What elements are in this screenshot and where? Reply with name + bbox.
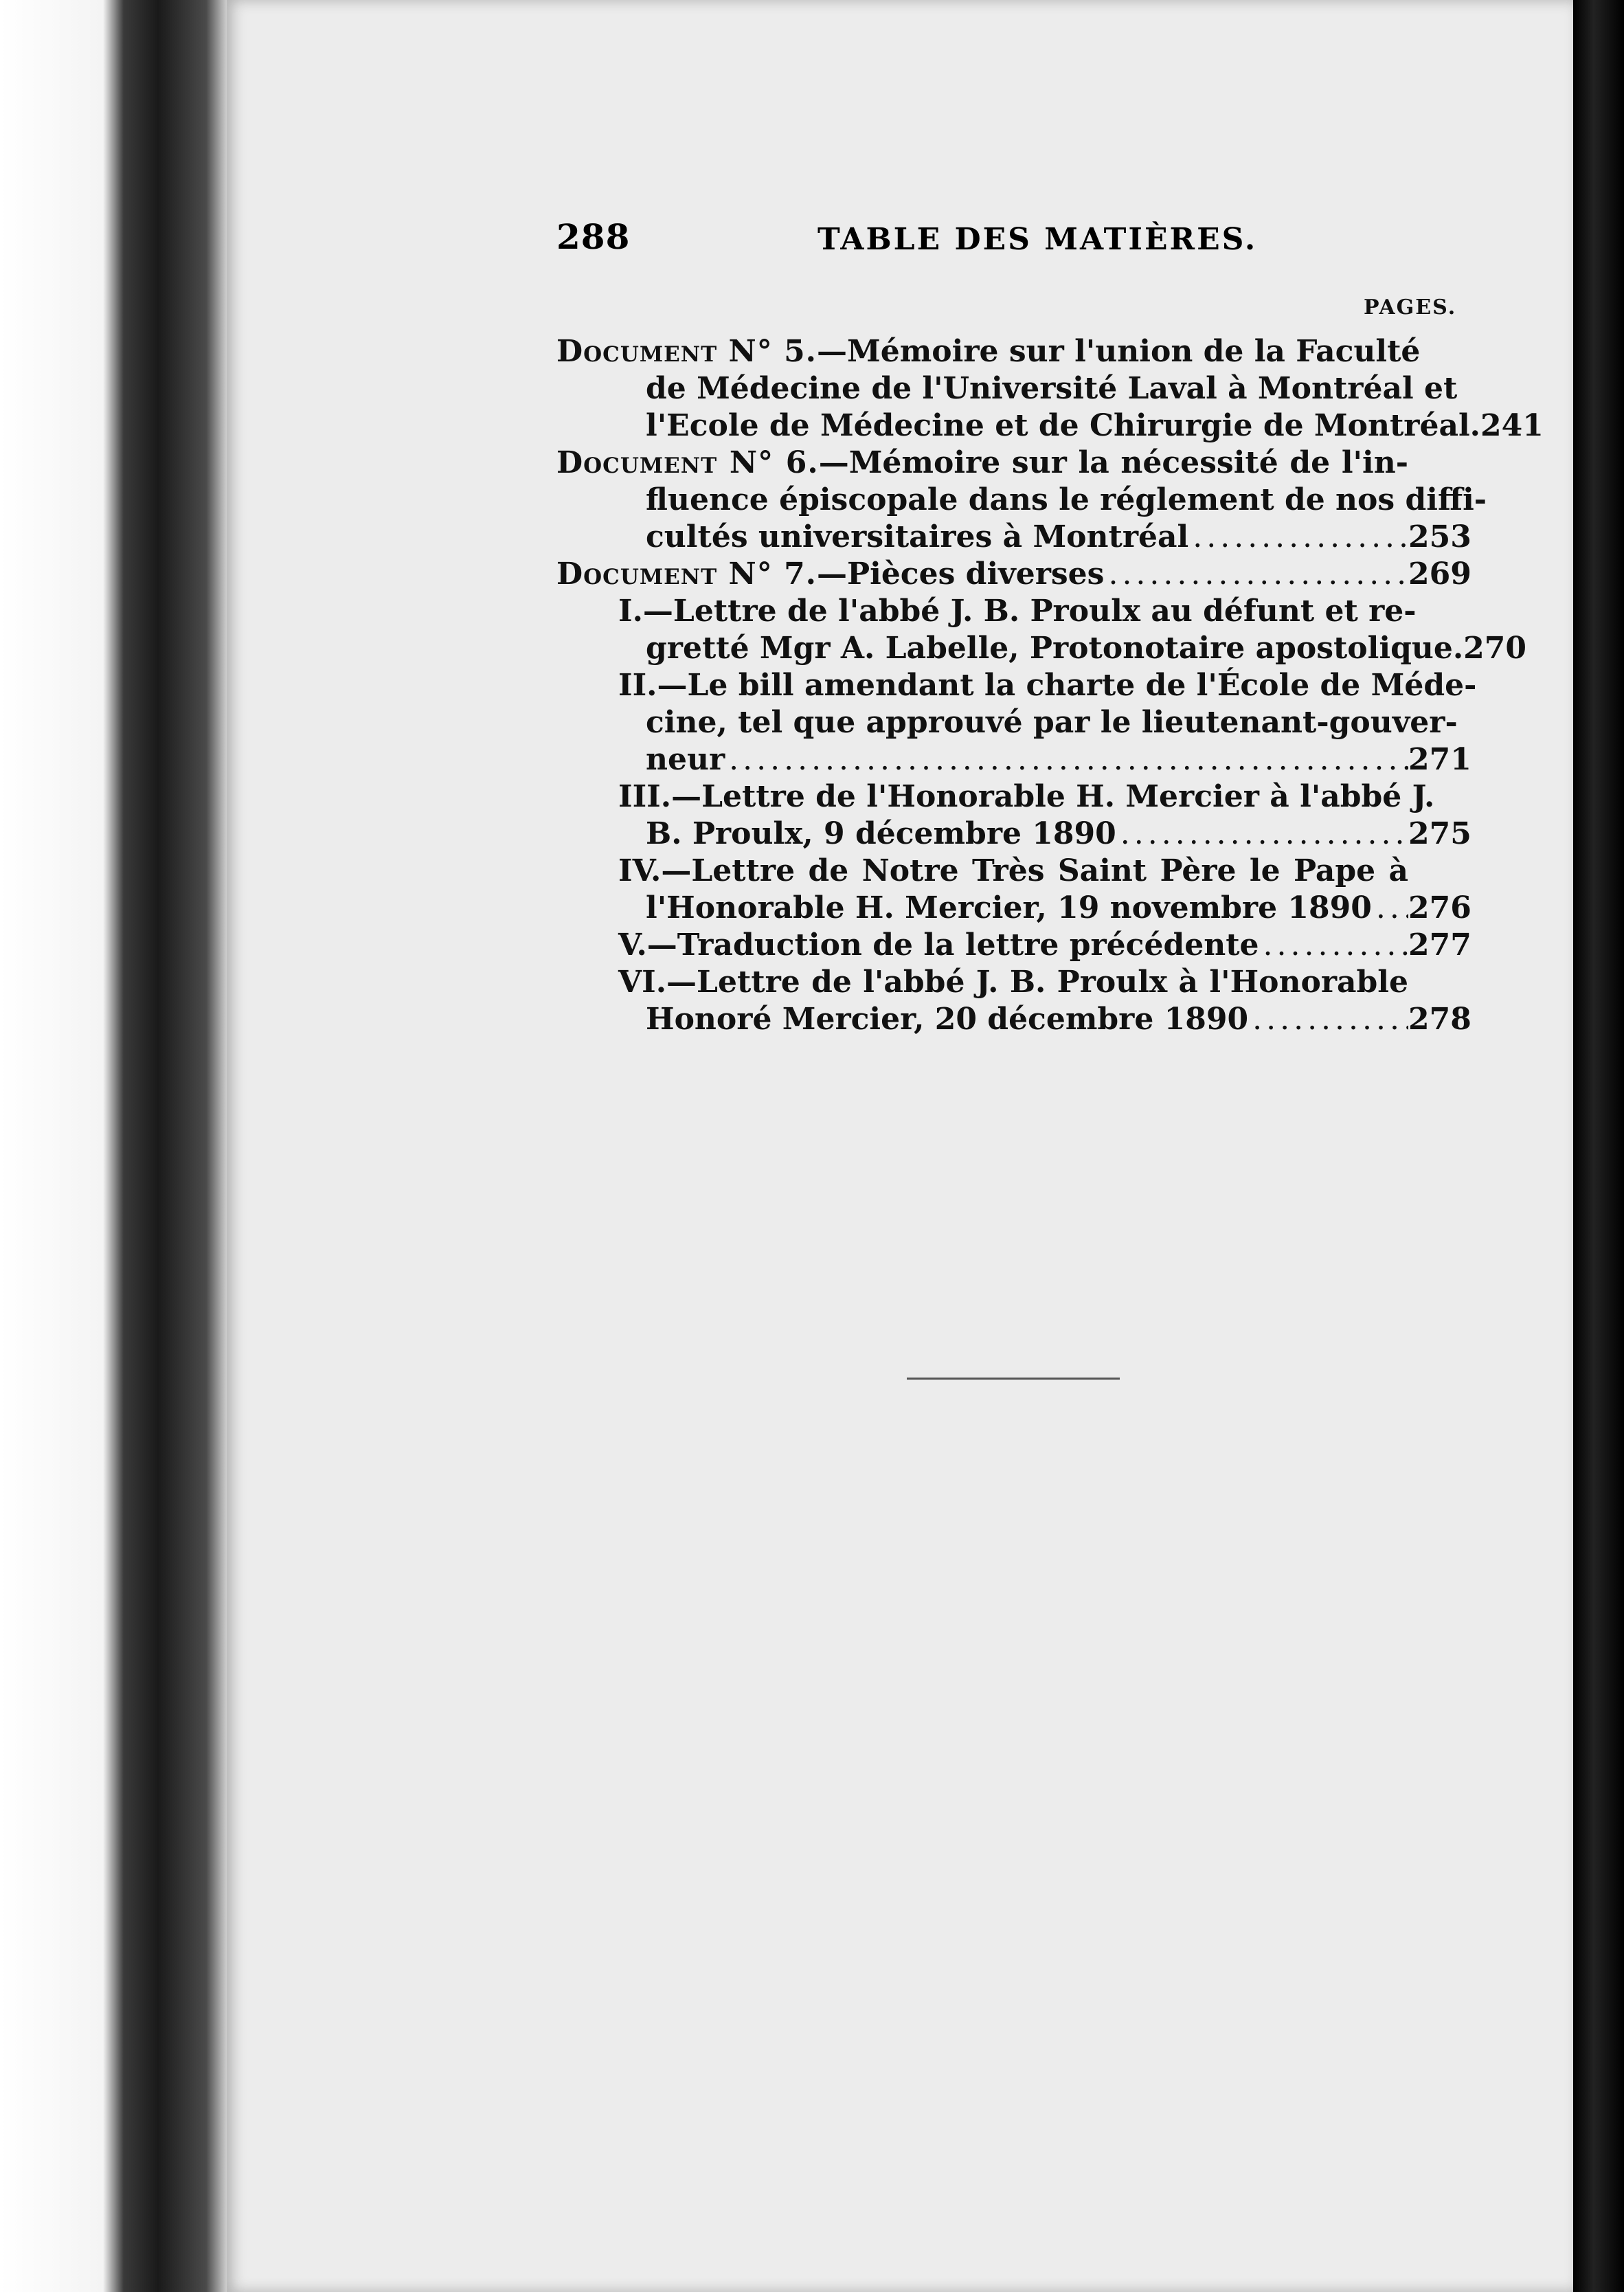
toc-entry-document-6	[556, 445, 1487, 556]
dot-leader	[1188, 519, 1408, 556]
dot-leader	[1248, 1001, 1408, 1038]
dot-leader	[1104, 556, 1408, 593]
running-head	[330, 216, 1470, 258]
entry-text: IV.—Lettre de Notre Très Saint Père le Pape à	[618, 853, 1408, 888]
toc-subentry-piece-2	[556, 667, 1477, 778]
entry-text: III.—Lettre de l'Honorable H. Mercier à l'abbé J.	[618, 779, 1435, 814]
page-title: TABLE DES MATIÈRES.	[817, 222, 1258, 257]
entry-text: II.—Le bill amendant la charte de l'École de Méde-	[618, 668, 1477, 703]
entry-text: cultés universitaires à Montréal	[646, 519, 1189, 554]
entry-text: de Médecine de l'Université Laval à Montréal et	[646, 371, 1458, 406]
section-divider	[907, 1378, 1120, 1380]
table-of-contents	[556, 333, 1544, 1038]
entry-page-number: 253	[1408, 519, 1471, 554]
toc-subentry-piece-4	[556, 853, 1470, 927]
dot-leader	[1372, 890, 1408, 927]
entry-page-number: 270	[1463, 631, 1527, 666]
entry-page-number: 271	[1408, 742, 1471, 777]
entry-page-number: 277	[1408, 928, 1471, 963]
entry-page-number: 276	[1408, 890, 1471, 925]
pages-column-header: PAGES.	[1364, 295, 1457, 319]
toc-entry-document-5	[556, 333, 1544, 445]
entry-text: neur	[646, 742, 725, 777]
entry-prefix: Document N° 5.	[556, 334, 817, 369]
entry-text: I.—Lettre de l'abbé J. B. Proulx au défunt et re-	[618, 594, 1417, 629]
toc-entry-document-7	[556, 556, 1470, 593]
entry-prefix: Document N° 6.	[556, 445, 819, 480]
entry-text: fluence épiscopale dans le réglement de nos diffi-	[646, 482, 1487, 517]
entry-text: —Mémoire sur l'union de la Faculté	[817, 334, 1421, 369]
toc-subentry-piece-1	[556, 593, 1527, 667]
entry-text: l'Honorable H. Mercier, 19 novembre 1890	[646, 890, 1372, 925]
entry-text: —Mémoire sur la nécessité de l'in-	[818, 445, 1408, 480]
entry-text: gretté Mgr A. Labelle, Protonotaire apostolique.	[646, 631, 1464, 666]
toc-subentry-piece-5	[556, 927, 1470, 964]
entry-text: VI.—Lettre de l'abbé J. B. Proulx à l'Honorable	[618, 965, 1408, 1000]
entry-text: —Pièces diverses	[817, 557, 1105, 592]
entry-text: cine, tel que approuvé par le lieutenant-gouver-	[646, 705, 1458, 740]
toc-subentry-piece-3	[556, 778, 1470, 853]
entry-prefix: Document N° 7.	[556, 557, 817, 592]
entry-text: B. Proulx, 9 décembre 1890	[646, 816, 1116, 851]
entry-page-number: 278	[1408, 1002, 1471, 1037]
entry-page-number: 241	[1480, 408, 1544, 443]
dot-leader	[1116, 816, 1408, 853]
toc-subentry-piece-6	[556, 964, 1470, 1038]
dot-leader	[725, 741, 1408, 778]
page-number: 288	[556, 216, 631, 257]
scan-left-edge	[0, 0, 227, 2292]
entry-page-number: 269	[1408, 557, 1471, 592]
scan-right-edge	[1573, 0, 1624, 2292]
dot-leader	[1259, 927, 1408, 964]
entry-page-number: 275	[1408, 816, 1471, 851]
entry-text: l'Ecole de Médecine et de Chirurgie de Montréal.	[646, 408, 1480, 443]
entry-text: Honoré Mercier, 20 décembre 1890	[646, 1002, 1249, 1037]
entry-text: V.—Traduction de la lettre précédente	[618, 928, 1259, 963]
